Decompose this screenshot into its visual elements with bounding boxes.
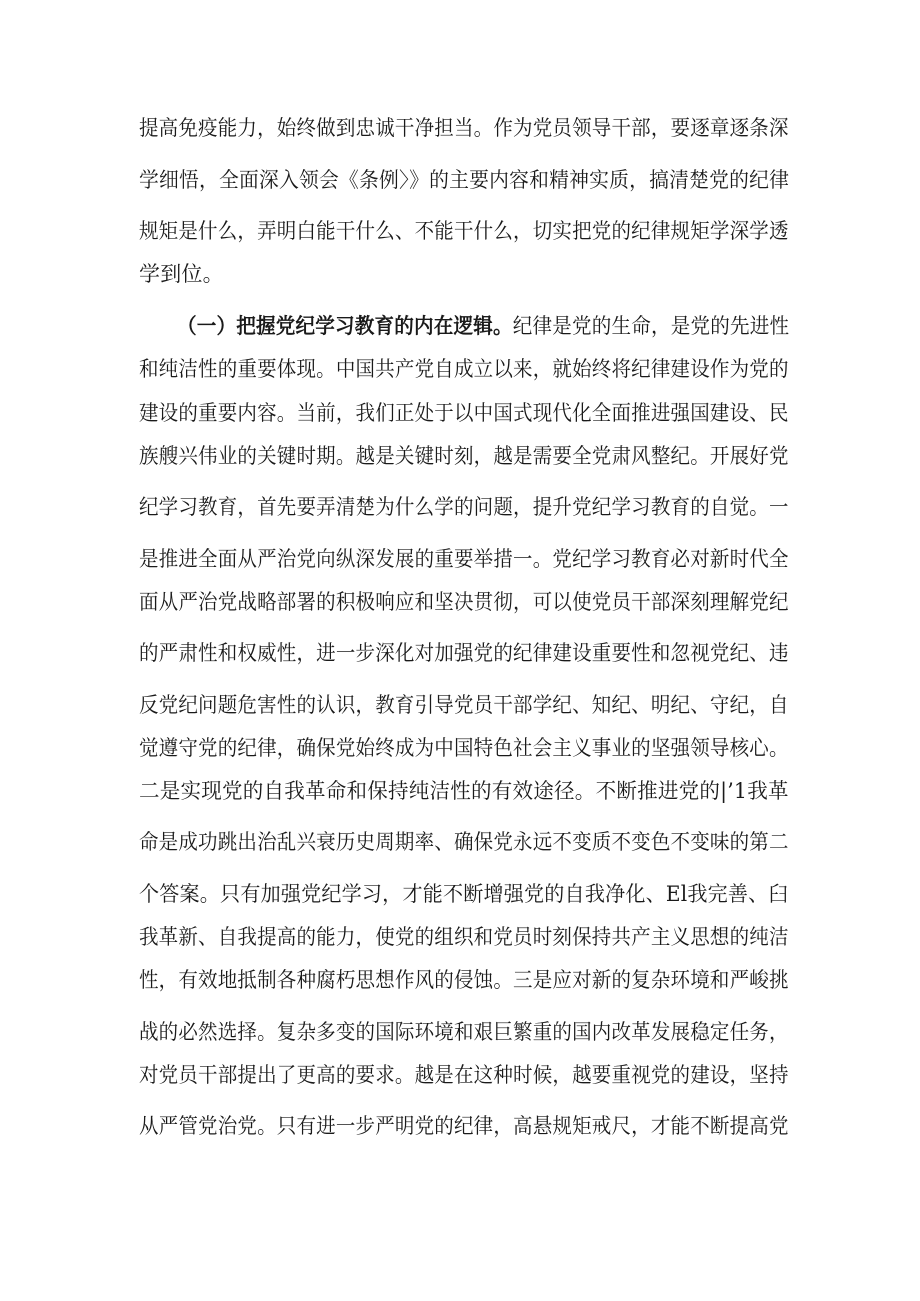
text-line: 提高免疫能力，始终做到忠诚干净担当。作为党员领导干部，要逐章逐条深: [139, 116, 789, 140]
text-line: 建设的重要内容。当前，我们正处于以中国式现代化全面推进强国建设、民: [139, 401, 789, 425]
text-line: 族艘兴伟业的关键时期。越是关键时刻，越是需要全党肃风整纪。开展好党: [139, 444, 789, 468]
text-line: 的严肃性和权威性，进一步深化对加强党的纪律建设重要性和忽视党纪、违: [139, 641, 789, 665]
text-line: 觉遵守党的纪律，确保党始终成为中国特色社会主义事业的坚强领导核心。: [139, 736, 789, 760]
text-line: 对党员干部提出了更高的要求。越是在这种时候，越要重视党的建设，坚持: [139, 1063, 789, 1087]
text-line: 纪学习教育，首先要弄清楚为什么学的问题，提升党纪学习教育的自觉。一: [139, 495, 789, 519]
text-line: 性，有效地抵制各种腐朽思想作风的侵蚀。三是应对新的复杂环境和严峻挑: [139, 968, 789, 992]
text-line: 规矩是什么，弄明白能干什么、不能干什么，切实把党的纪律规矩学深学透: [139, 219, 789, 243]
section-heading: （一）把握党纪学习教育的内在逻辑。: [177, 313, 513, 338]
paragraph-first-line: [177, 311, 790, 341]
text-line: 面从严治党战略部署的积极响应和坚决贯彻，可以使党员干部深刻理解党纪: [139, 590, 789, 614]
text-run: 纪律是党的生命，是党的先进性: [512, 314, 790, 338]
text-line: 战的必然选择。复杂多变的国际环境和艰巨繁重的国内改革发展稳定任务，: [139, 1020, 789, 1044]
text-line: 和纯洁性的重要体现。中国共产党自成立以来，就始终将纪律建设作为党的: [139, 357, 789, 381]
text-line: 学细悟，全面深入领会《条例〉》的主要内容和精神实质，搞清楚党的纪律: [139, 168, 790, 192]
text-line: 命是成功跳出治乱兴衰历史周期率、确保党永远不变质不变色不变味的第二: [139, 830, 789, 854]
text-line: 是推进全面从严治党向纵深发展的重要举措一。党纪学习教育必对新时代全: [139, 547, 789, 571]
text-line: 我革新、自我提高的能力，使党的组织和党员时刻保持共产主义思想的纯洁: [139, 925, 789, 949]
text-line: 学到位。: [139, 262, 224, 286]
text-line: 个答案。只有加强党纪学习，才能不断增强党的自我净化、El我完善、臼: [139, 882, 789, 906]
text-line: 反党纪问题危害性的认识，教育引导党员干部学纪、知纪、明纪、守纪，自: [139, 693, 789, 717]
text-line: 从严管党治党。只有进一步严明党的纪律，高悬规矩戒尺，才能不断提高党: [139, 1114, 789, 1138]
text-line: 二是实现党的自我革命和保持纯洁性的有效途径。不断推进党的|’1我革: [139, 779, 789, 803]
